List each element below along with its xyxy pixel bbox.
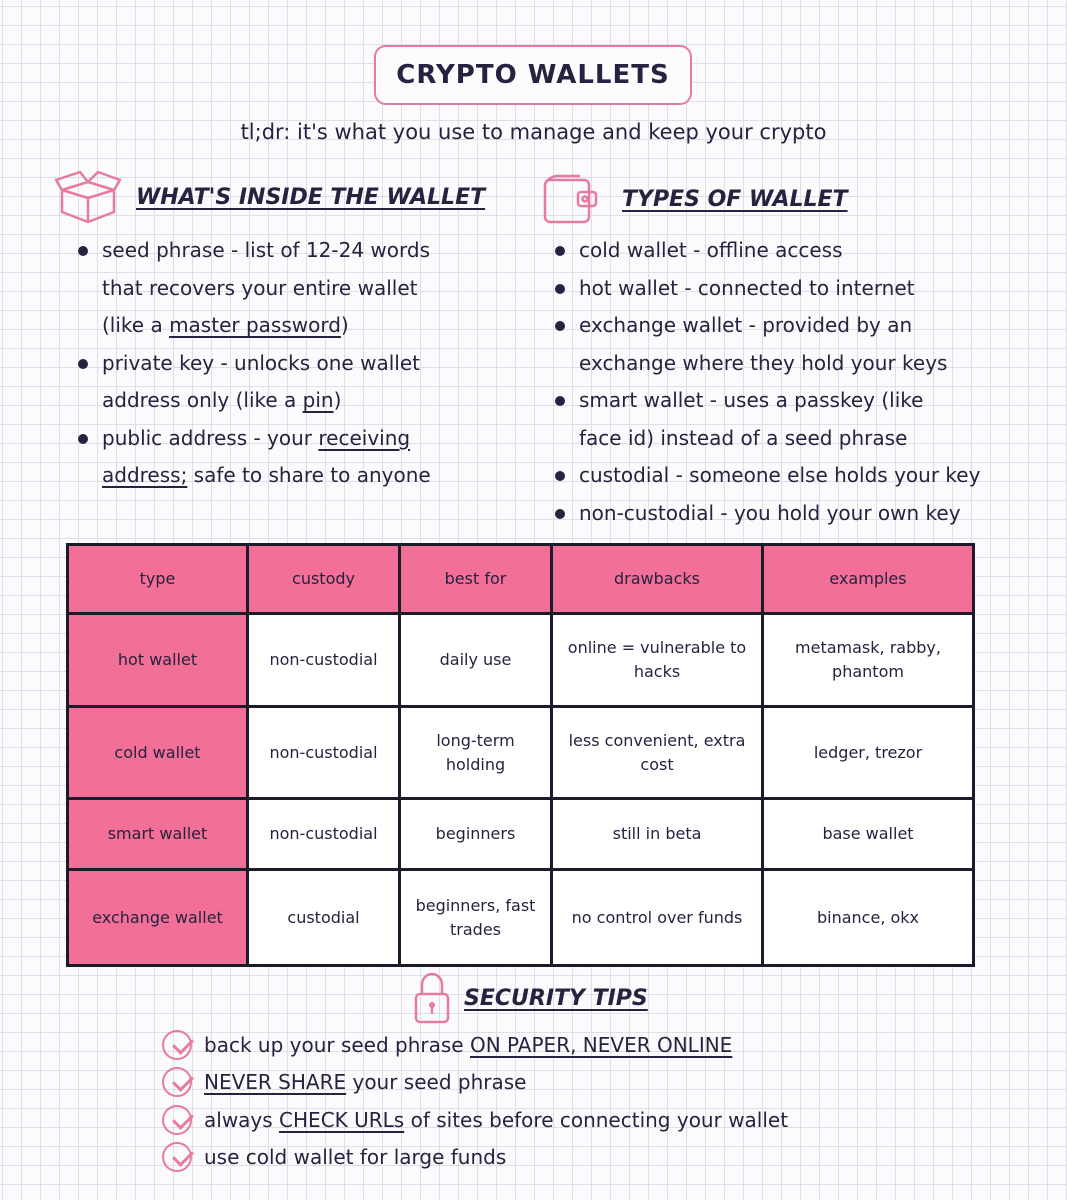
table-cell: hot wallet (68, 614, 248, 707)
table-cell: ledger, trezor (763, 707, 974, 799)
table-cell: no control over funds (552, 870, 763, 966)
table-cell: beginners (400, 799, 552, 870)
header-examples: examples (763, 545, 974, 614)
table-row (68, 870, 974, 966)
check-icon (162, 1142, 192, 1172)
table-cell: non-custodial (248, 799, 400, 870)
table-row (68, 614, 974, 707)
table-cell: non-custodial (248, 707, 400, 799)
table-cell: still in beta (552, 799, 763, 870)
header-drawbacks: drawbacks (552, 545, 763, 614)
header-type: type (68, 545, 248, 614)
security-heading: SECURITY TIPS (464, 985, 648, 1011)
wallet-icon (542, 172, 600, 226)
check-icon (162, 1030, 192, 1060)
list-item-non-custodial: non-custodial - you hold your own key (555, 495, 1035, 533)
padlock-icon (414, 972, 450, 1024)
list-item-custodial: custodial - someone else holds your key (555, 457, 1035, 495)
table-cell: non-custodial (248, 614, 400, 707)
page-title: CRYPTO WALLETS (396, 60, 670, 90)
table-cell: cold wallet (68, 707, 248, 799)
list-item: use cold wallet for large funds (162, 1139, 788, 1177)
check-icon (162, 1067, 192, 1097)
inside-list (78, 232, 518, 495)
table-cell: binance, okx (763, 870, 974, 966)
table-cell: beginners, fast trades (400, 870, 552, 966)
inside-section-header (54, 168, 485, 226)
list-item-exchange-wallet: exchange wallet - provided by an exchange where they hold your keys (555, 307, 1035, 382)
inside-heading: WHAT'S INSIDE THE WALLET (136, 184, 486, 210)
box-icon (54, 168, 122, 226)
table-cell: base wallet (763, 799, 974, 870)
wallet-comparison-table (66, 543, 975, 967)
table-cell: daily use (400, 614, 552, 707)
list-item: NEVER SHARE your seed phrase (162, 1064, 788, 1102)
types-list (555, 232, 1035, 532)
table-cell: custodial (248, 870, 400, 966)
header-custody: custody (248, 545, 400, 614)
table-cell: long-term holding (400, 707, 552, 799)
check-icon (162, 1105, 192, 1135)
types-heading: TYPES OF WALLET (622, 186, 848, 212)
table-row (68, 707, 974, 799)
table-cell: smart wallet (68, 799, 248, 870)
list-item-cold-wallet: cold wallet - offline access (555, 232, 1035, 270)
types-section-header (542, 172, 848, 226)
list-item-smart-wallet: smart wallet - uses a passkey (like face id) instead of a seed phrase (555, 382, 1035, 457)
security-section-header (414, 972, 648, 1024)
list-item-hot-wallet: hot wallet - connected to internet (555, 270, 1035, 308)
table-header-row (68, 545, 974, 614)
table-cell: metamask, rabby, phantom (763, 614, 974, 707)
list-item-public-address: public address - your receiving address; safe to share to anyone (78, 420, 518, 495)
list-item-seed-phrase: seed phrase - list of 12-24 words that recovers your entire wallet (like a master password) (78, 232, 518, 345)
tldr-text: tl;dr: it's what you use to manage and keep your crypto (240, 120, 827, 144)
header-best-for: best for (400, 545, 552, 614)
security-tips-list (162, 1026, 788, 1176)
title-box (374, 45, 692, 105)
list-item: back up your seed phrase ON PAPER, NEVER ONLINE (162, 1026, 788, 1064)
table-row (68, 799, 974, 870)
table-cell: less convenient, extra cost (552, 707, 763, 799)
table-cell: exchange wallet (68, 870, 248, 966)
table-cell: online = vulnerable to hacks (552, 614, 763, 707)
list-item-private-key: private key - unlocks one wallet address only (like a pin) (78, 345, 518, 420)
list-item: always CHECK URLs of sites before connecting your wallet (162, 1101, 788, 1139)
